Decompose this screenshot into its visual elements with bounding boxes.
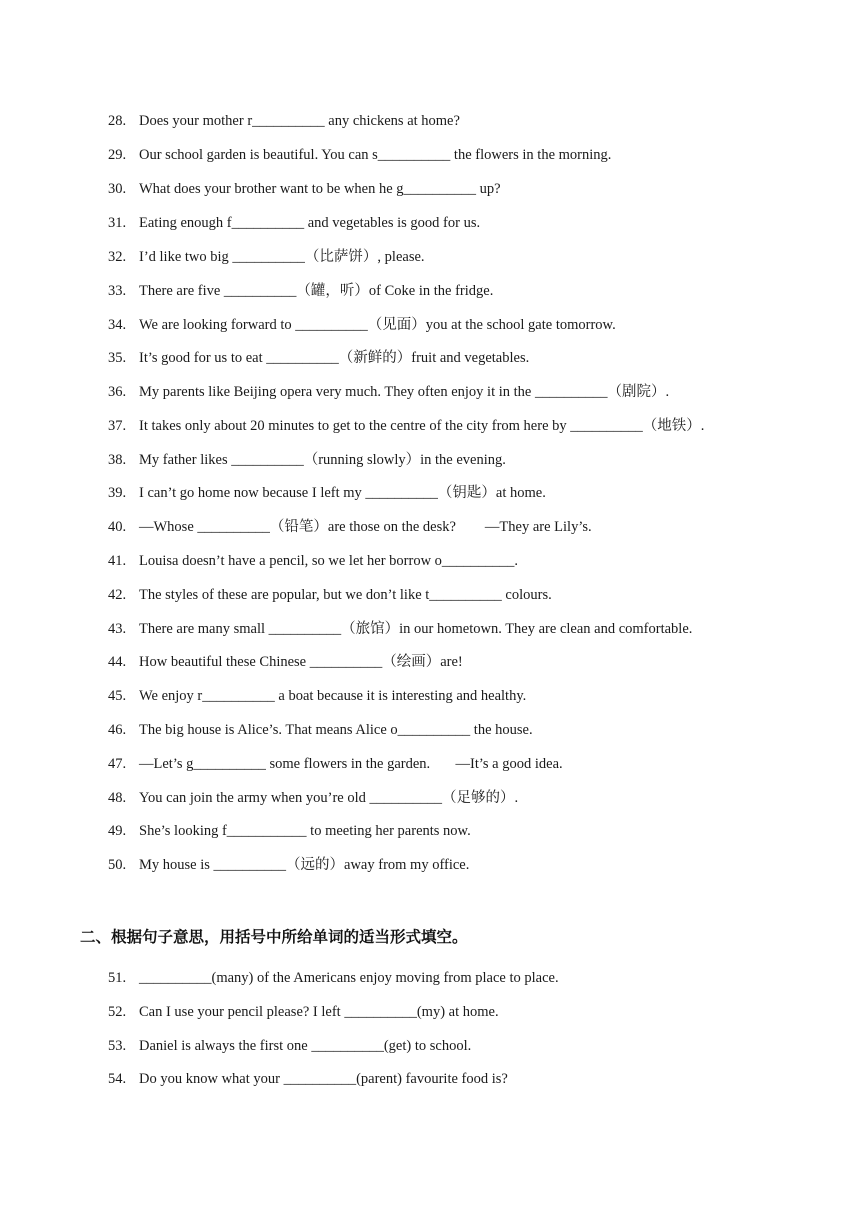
- question-29: [108, 143, 808, 167]
- question-number: 36.: [108, 384, 127, 400]
- question-number: 29.: [108, 147, 127, 163]
- question-text: —Let’s g__________ some flowers in the garden. —It’s a good idea.: [139, 756, 563, 772]
- question-49: [108, 819, 808, 843]
- question-text: Louisa doesn’t have a pencil, so we let her borrow o__________.: [139, 553, 519, 569]
- question-text: —Whose __________（铅笔）are those on the desk? —They are Lily’s.: [139, 519, 592, 535]
- question-text: Does your mother r__________ any chickens at home?: [139, 113, 460, 129]
- question-text: The styles of these are popular, but we don’t like t__________ colours.: [139, 587, 552, 603]
- question-32: [108, 245, 808, 269]
- question-text: How beautiful these Chinese __________（绘画）are!: [139, 654, 463, 670]
- question-number: 50.: [108, 857, 127, 873]
- question-45: [108, 684, 808, 708]
- question-number: 43.: [108, 621, 127, 637]
- question-number: 45.: [108, 688, 127, 704]
- question-47: [108, 752, 808, 776]
- question-39: [108, 481, 808, 505]
- question-number: 51.: [108, 970, 127, 986]
- question-text: There are many small __________（旅馆）in our hometown. They are clean and comfortable.: [139, 621, 693, 637]
- question-text: It’s good for us to eat __________（新鲜的）fruit and vegetables.: [139, 350, 530, 366]
- question-text: Daniel is always the first one __________(get) to school.: [139, 1038, 472, 1054]
- question-34: [108, 313, 808, 337]
- question-number: 54.: [108, 1071, 127, 1087]
- question-number: 34.: [108, 317, 127, 333]
- question-number: 40.: [108, 519, 127, 535]
- question-33: [108, 279, 808, 303]
- question-text: She’s looking f___________ to meeting her parents now.: [139, 823, 471, 839]
- section-two-heading: 二、根据句子意思，用括号中所给单词的适当形式填空。: [80, 928, 468, 946]
- question-40: [108, 515, 808, 539]
- question-text: What does your brother want to be when he g__________ up?: [139, 181, 501, 197]
- question-42: [108, 583, 808, 607]
- question-46: [108, 718, 808, 742]
- question-number: 49.: [108, 823, 127, 839]
- question-53: [108, 1034, 808, 1058]
- question-51: [108, 966, 808, 990]
- question-number: 41.: [108, 553, 127, 569]
- question-44: [108, 650, 808, 674]
- question-number: 35.: [108, 350, 127, 366]
- question-54: [108, 1067, 808, 1091]
- question-text: __________(many) of the Americans enjoy moving from place to place.: [139, 970, 559, 986]
- question-number: 38.: [108, 452, 127, 468]
- question-text: Eating enough f__________ and vegetables is good for us.: [139, 215, 481, 231]
- question-text: My house is __________（远的）away from my office.: [139, 857, 470, 873]
- question-number: 39.: [108, 485, 127, 501]
- question-number: 42.: [108, 587, 127, 603]
- question-number: 52.: [108, 1004, 127, 1020]
- question-43: [108, 617, 808, 641]
- question-48: [108, 786, 808, 810]
- question-number: 28.: [108, 113, 127, 129]
- question-number: 53.: [108, 1038, 127, 1054]
- question-number: 37.: [108, 418, 127, 434]
- question-number: 30.: [108, 181, 127, 197]
- question-36: [108, 380, 808, 404]
- question-31: [108, 211, 808, 235]
- question-number: 31.: [108, 215, 127, 231]
- question-text: My parents like Beijing opera very much. They often enjoy it in the __________（剧院）.: [139, 384, 670, 400]
- question-41: [108, 549, 808, 573]
- question-28: [108, 109, 808, 133]
- question-number: 32.: [108, 249, 127, 265]
- question-37: [108, 414, 808, 438]
- question-text: Our school garden is beautiful. You can s__________ the flowers in the morning.: [139, 147, 612, 163]
- question-38: [108, 448, 808, 472]
- question-text: You can join the army when you’re old __________（足够的）.: [139, 790, 519, 806]
- question-30: [108, 177, 808, 201]
- question-text: Can I use your pencil please? I left __________(my) at home.: [139, 1004, 499, 1020]
- question-text: It takes only about 20 minutes to get to the centre of the city from here by __________（地铁）.: [139, 418, 705, 434]
- question-text: There are five __________（罐，听）of Coke in the fridge.: [139, 283, 494, 299]
- question-52: [108, 1000, 808, 1024]
- question-number: 44.: [108, 654, 127, 670]
- question-text: The big house is Alice’s. That means Alice o__________ the house.: [139, 722, 533, 738]
- question-text: We are looking forward to __________（见面）you at the school gate tomorrow.: [139, 317, 616, 333]
- question-number: 33.: [108, 283, 127, 299]
- question-35: [108, 346, 808, 370]
- question-text: We enjoy r__________ a boat because it is interesting and healthy.: [139, 688, 527, 704]
- question-number: 47.: [108, 756, 127, 772]
- question-text: I’d like two big __________（比萨饼）, please.: [139, 249, 425, 265]
- question-number: 48.: [108, 790, 127, 806]
- question-text: I can’t go home now because I left my __________（钥匙）at home.: [139, 485, 546, 501]
- question-text: My father likes __________（running slowly）in the evening.: [139, 452, 506, 468]
- question-50: [108, 853, 808, 877]
- question-number: 46.: [108, 722, 127, 738]
- question-text: Do you know what your __________(parent) favourite food is?: [139, 1071, 508, 1087]
